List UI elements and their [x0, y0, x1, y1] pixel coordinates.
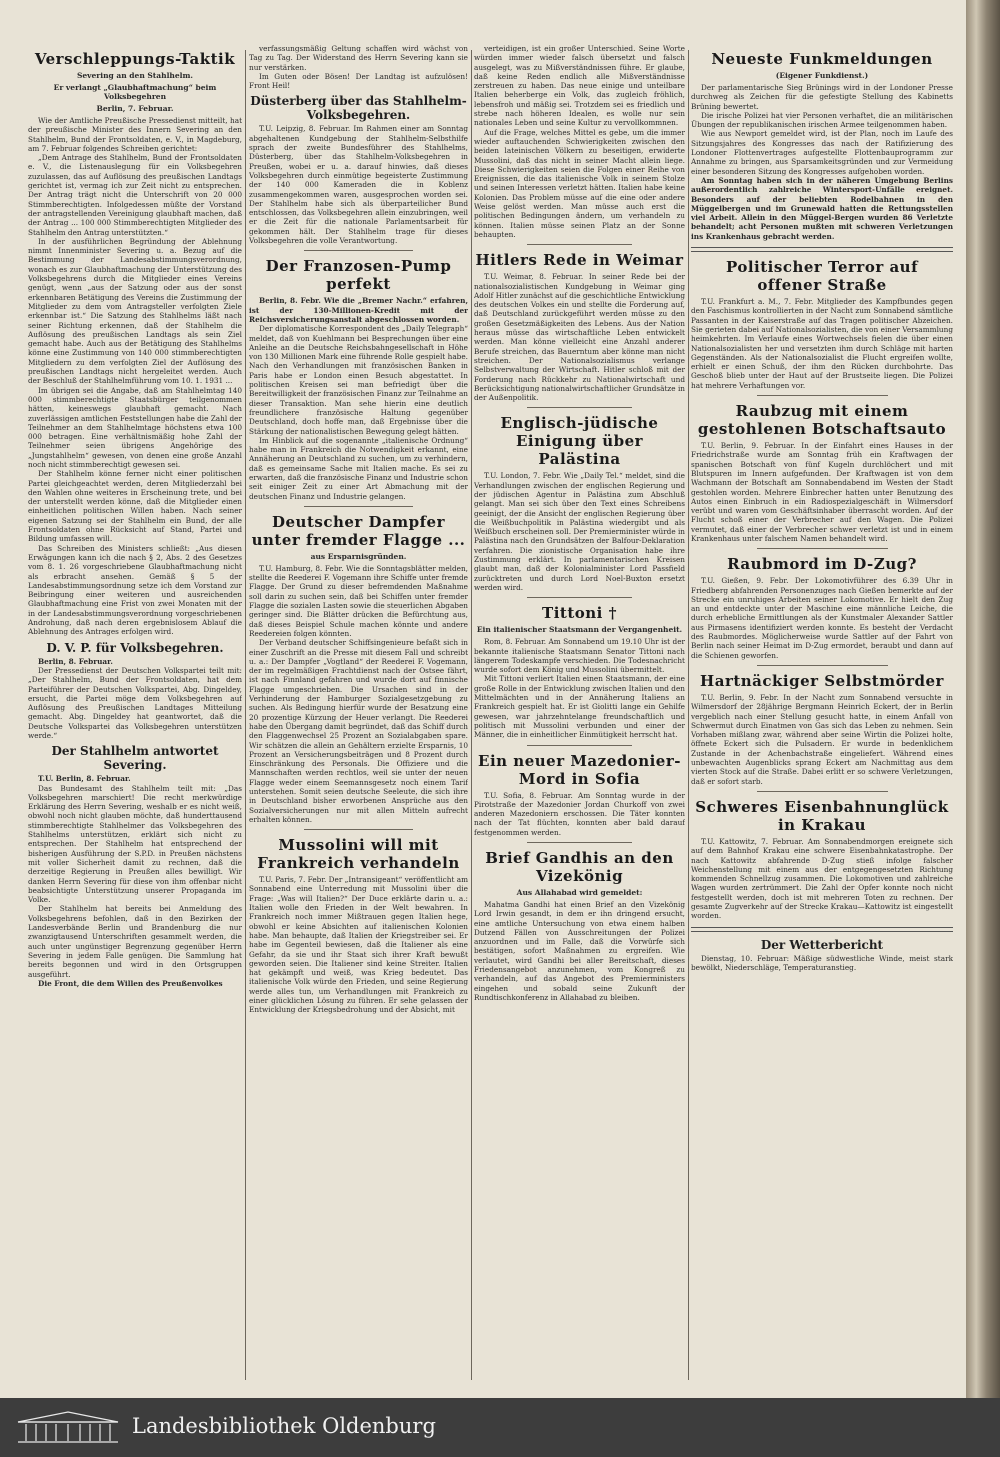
article-paragraph: Im Guten oder Bösen! Der Landtag ist aufzulösen! Front Heil!	[249, 71, 468, 91]
book-spine	[966, 0, 1000, 1398]
divider	[757, 548, 888, 549]
headline: Deutscher Dampfer unter fremder Flagge ...	[251, 512, 466, 549]
double-divider	[691, 247, 953, 252]
article-paragraph: Das Bundesamt des Stahlhelm teilt mit: „Das Volksbegehren marschiert! Die recht merkwürdige Erklärung des Herrn Severing, weshalb er es nicht weiß, obwohl noch nicht glauben möchte, daß hunderttausend stimmberechtigte Stahlhelmer das Volksbegehren des Stahlhelms unterstützen, erklärt sich nicht zu entsprechen. Der Stahlhelm hat entsprechend der bisherigen Ausführung der S.P.D. in Preußen nächstens mit voller Sicherheit damit zu rechnen, daß die derzeitige Regierung in Preußen alles bewilligt. Wir danken Herrn Severing für diese von ihm offenbar nicht beabsichtigte Unterstützung unserer Propaganda im Volke.	[28, 783, 242, 905]
section-heading: Düsterberg über das Stahlhelm-Volksbegehren.	[250, 94, 467, 123]
section-heading: D. V. P. für Volksbegehren.	[46, 640, 224, 655]
article-paragraph: Am Sonntag haben sich in der näheren Umgebung Berlins außerordentlich zahlreiche Wintersport-Unfälle ereignet. Besonders auf der beliebten Rodelbahnen in den Müggelbergen und im Grunewald hatten die Rettungsstellen viel Arbeit. Allein in den Müggel-Bergen wurden 86 Verletzte behandelt; acht Personen mußten mit schweren Verletzungen ins Krankenhaus gebracht werden.	[691, 175, 953, 241]
headline: Brief Gandhis an den Vizekönig	[485, 849, 674, 885]
headline: Tittoni †	[542, 604, 617, 623]
subheadline: Ein italienischer Staatsmann der Vergangenheit.	[476, 625, 683, 635]
headline: Schweres Eisenbahnunglück in Krakau	[695, 797, 949, 834]
article-paragraph: Die irische Polizei hat vier Personen verhaftet, die an militärischen Übungen der republikanischen irischen Armee teilgenommen haben.	[691, 110, 953, 130]
article-paragraph: In der ausführlichen Begründung der Ablehnung nimmt Innenminister Severing u. a. Bezug auf die Bestimmung der Landesabstimmungsverordnung, wonach es zur Glaubhaftmachung der Unterstützung des Volksbegehrens durch die Mitglieder eines Vereins genügt, wenn „aus der Satzung oder aus der sonst erkennbaren Betätigung des Vereins die Zustimmung der Mitglieder zu dem vom Antragsteller verfolgten Ziele erkennbar ist.“ Die Satzung des Stahlhelms läßt nach seiner Richtung erkennen, daß der Stahlhelm die Auflösung des preußischen Landtags als sein Ziel gemacht habe. Auch aus der Betätigung des Stahlhelms könne eine Zustimmung von 140 000 stimmberechtigten Mitgliedern zu dem verfolgten Ziel der Auflösung des preußischen Landtags nicht hergeleitet werden. Auch der Beschluß der Stahlhelmführung vom 10. 1. 1931 ...	[28, 236, 242, 386]
headline: Ein neuer Mazedonier-Mord in Sofia	[478, 751, 681, 788]
subheadline: Severing an den Stahlhelm.	[76, 71, 194, 80]
weather-report: Dienstag, 10. Februar: Mäßige südwestliche Winde, meist stark bewölkt, Niederschläge, Temperaturanstieg.	[691, 953, 953, 972]
article-paragraph: Der Stahlhelm hat bereits bei Anmeldung des Volksbegehrens befohlen, daß in den Bezirken der Landesverbände Berlin und Brandenburg die nur zwanzigtausend Unterschriften gesammelt werden, die auch unter ungünstiger Begrenzung gegenüber Herrn Severing in jedem Falle genügen. Die Sammlung hat bereits begonnen und wird in den Ortsgruppen ausgeführt.	[28, 904, 242, 979]
headline: Raubmord im D-Zug?	[727, 555, 917, 574]
divider	[527, 745, 633, 746]
article-paragraph: Der parlamentarische Sieg Brünings wird in der Londoner Presse durchweg als Zeichen für die gefestigte Stellung des Kabinetts Brüning bewertet.	[691, 83, 953, 111]
divider	[304, 829, 414, 830]
section-heading: Der Stahlhelm antwortet Severing.	[51, 744, 219, 773]
article-paragraph: T.U. Berlin, 9. Febr. In der Nacht zum Sonnabend versuchte in Wilmersdorf der 28jährige Bergmann Heinrich Eckert, der in Berlin vergeblich nach einer Stellung gesucht hatte, in einem Anfall von Schwermut durch Einatmen von Gas sich das Leben zu nehmen. Sein Vorhaben mißlang zwar, während aber seine Wirtin die Polizei holte, öffnete Eckert sich die Pulsadern. Er wurde in bedenklichem Zustande in der Achenbachstraße eingeliefert. Während eines unbewachten Augenblicks sprang Eckert am Nachmittag aus dem vierten Stock auf die Straße. Dabei erlitt er so schwere Verletzungen, daß er sofort starb.	[691, 692, 953, 786]
divider	[527, 597, 633, 598]
article-paragraph: Der Verband deutscher Schiffsingenieure befaßt sich in einer Zuschrift an die Presse mit diesem Fall und schreibt u. a.: Der Dampfer „Vogtland“ der Reederei F. Vogemann, der im regelmäßigen Frachtdienst nach der Ostsee fährt, ist nach Finnland gefahren und wurde dort auf finnische Flagge umgeschrieben. Die Ursachen sind in der Verhinderung der Hamburger Sozialgesetzgebung zu suchen. Als Bedingung hierfür wurde der Besatzung eine 20 prozentige Kürzung der Heuer verlangt. Die Reederei habe den Übergang damit begründet, daß das Schiff durch den Flaggenwechsel 25 Prozent an Sozialabgaben spare. Wir schätzen die allein an Gehältern erzielte Ersparnis, 10 Prozent an Versicherungsbeiträgen und 8 Prozent durch Einschränkung des Personals. Die Offiziere und die Mannschaften werden rechtlos, weil sie unter der neuen Flagge weder einem Seemannsgesetz noch einem Tarif unterstehen. Somit seien deutsche Seeleute, die sich ihre in Deutschland bisher erworbenen Ansprüche aus den Sozialversicherungen nur mit allen Mitteln aufrecht erhalten können.	[249, 638, 468, 824]
divider	[304, 250, 414, 251]
headline: Verschleppungs-Taktik	[34, 50, 236, 68]
article-paragraph: Wie der Amtliche Preußische Pressedienst mitteilt, hat der preußische Minister des Innern Severing an den Stahlhelm, Bund der Frontsoldaten, e. V., in Magdeburg, am 7. Februar folgendes Schreiben gerichtet:	[28, 116, 242, 153]
article-paragraph: Rom, 8. Februar. Am Sonnabend um 19.10 Uhr ist der bekannte italienische Staatsmann Senator Tittoni nach längerem Todeskampfe verschieden. Die Todesnachricht wurde sofort dem König und Mussolini übermittelt.	[474, 637, 685, 675]
subheadline: Aus Allahabad wird gemeldet:	[516, 888, 643, 897]
article-paragraph: Der diplomatische Korrespondent des „Daily Telegraph“ meldet, daß von Kuehlmann bei Besprechungen über eine Anleihe an die Deutsche Reichsbahngesellschaft in Höhe von 130 Millionen Mark eine führende Rolle gespielt habe. Nach den Verhandlungen mit französischen Banken in Paris habe er London einen Besuch abgestattet. In politischen Kreisen sei man befriedigt über die Bereitwilligkeit der französischen Finanz zur Teilnahme an dieser Transaktion. Man sehe hierin eine deutlich freundlichere französische Haltung gegenüber Deutschland, doch hoffe man, daß Ergebnisse über die Stärkung der nationalistischen Bewegung gelegt hätten.	[249, 324, 468, 436]
article-paragraph: T.U. Leipzig, 8. Februar. Im Rahmen einer am Sonntag abgehaltenen Kundgebung der Stahlhelm-Selbsthilfe sprach der zweite Bundesführer des Stahlhelms, Düsterberg, über das Stahlhelm-Volksbegehren in Preußen, wobei er u. a. darauf hinwies, daß dieses Volksbegehren durch einmütige begeisterte Zustimmung der 140 000 Kameraden die in Koblenz zusammengekommen waren, ausgesprochen worden sei. Der Stahlhelm habe sich als überparteilicher Bund entschlossen, das Volksbegehren allein einzubringen, weil er die Zeit für die nationale Parlamentsarbeit für gekommen hält. Der Stahlhelm trage für dieses Volksbegehren die volle Verantwortung.	[249, 124, 468, 246]
column-rule	[245, 50, 246, 1380]
article-paragraph: T.U. Gießen, 9. Febr. Der Lokomotivführer des 6.39 Uhr in Friedberg abfahrenden Personenzuges nach Gießen bemerkte auf der Strecke ein unruhiges Arbeiten seiner Lokomotive. Er hielt den Zug an und entdeckte unter der Maschine eine männliche Leiche, die durch erhebliche Ermittlungen als der Kunstmaler Alexander Sattler aus Pirmasens identifiziert werden konnte. Es besteht der Verdacht des Raubmordes. Möglicherweise wurde Sattler auf der Fahrt von Berlin nach seiner Heimat im D-Zug ermordet, beraubt und dann auf die Schienen geworfen.	[691, 576, 953, 660]
article-paragraph: T.U. Hamburg, 8. Febr. Wie die Sonntagsblätter melden, stellte die Reederei F. Vogemann ihre Schiffe unter fremde Flagge. Der Grund zu dieser befremdenden Maßnahme soll darin zu suchen sein, daß bei Schiffen unter fremder Flagge die sozialen Lasten sowie die steuerlichen Abgaben geringer sind. Die Blätter drücken die Befürchtung aus, daß dieses Beispiel Schule machen könnte und andere Reedereien folgen könnten.	[249, 563, 468, 638]
article-lead: Berlin, 8. Febr. Wie die „Bremer Nachr.“ erfahren, ist der 130-Millionen-Kredit mit der Reichsversicherungsanstalt abgeschlossen worden.	[249, 296, 468, 324]
article-paragraph: Der Pressedienst der Deutschen Volkspartei teilt mit: „Der Stahlhelm, Bund der Frontsoldaten, hat dem Parteiführer der Deutschen Volkspartei, Abg. Dingeldey, ersucht, die Partei möge dem Volksbegehren auf Auflösung des Preußischen Landtages Mitteilung gemacht. Abg. Dingeldey hat geantwortet, daß die Deutsche Volkspartei das Volksbegehren unterstützen werde.“	[28, 665, 242, 740]
article-paragraph: verteidigen, ist ein großer Unterschied. Seine Worte würden immer wieder falsch übersetzt und falsch ausgelegt, was zu Mißverständnissen führe. Er glaube, daß keine Reden endlich alle Mißverständnisse zerstreuen zu haben. Das neue einige und unteilbare Italien beherberge ein Volk, das zugleich fröhlich, lebensfroh und mäßig sei. Trotzdem sei es friedlich und strebe nach höheren Idealen, es wolle nur sein nationales Leben und seine Kultur zu vervollkommnen.	[474, 44, 685, 128]
double-divider	[691, 927, 953, 932]
headline: Raubzug mit einem gestohlenen Botschaftsauto	[697, 402, 947, 439]
divider	[527, 842, 633, 843]
article-paragraph: „Dem Antrage des Stahlhelm, Bund der Frontsoldaten e. V., die Listenauslegung für ein Volksbegehren zuzulassen, das auf Auflösung des preußischen Landtags gerichtet ist, vermag ich zur Zeit nicht zu entsprechen. Der Antrag trägt nicht die Unterschrift von 20 000 Stimmberechtigten. Infolgedessen müßte der Vorstand der antragstellenden Vereinigung glaubhaft machen, daß der Antrag ... 100 000 Stimmberechtigten Mitglieder des Stahlhelm den Antrag unterstützten.“	[28, 153, 242, 237]
article-paragraph: T.U. Kattowitz, 7. Februar. Am Sonnabendmorgen ereignete sich auf dem Bahnhof Krakau eine schwere Eisenbahnkatastrophe. Der nach Kattowitz abfahrende D-Zug stieß infolge falscher Weichenstellung mit einem aus der entgegengesetzten Richtung kommenden Schnellzug zusammen. Die Lokomotiven und zahlreiche Wagen wurden zertrümmert. Die Zahl der Opfer konnte noch nicht festgestellt werden, doch ist mit mehreren Toten zu rechnen. Der gesamte Zugverkehr auf der Strecke Krakau—Kattowitz ist eingestellt worden.	[691, 836, 953, 921]
divider	[304, 506, 414, 507]
dateline: T.U. Berlin, 8. Februar.	[38, 774, 131, 784]
headline: Der Franzosen-Pump perfekt	[265, 257, 452, 294]
article-paragraph: Im Hinblick auf die sogenannte „italienische Ordnung“ habe man in Frankreich die Notwendigkeit erkannt, eine Annäherung an Deutschland zu suchen, um zu verhindern, daß es gemeinsame Sache mit Italien mache. Es sei zu erwarten, daß die französische Finanz und Industrie schon seit einiger Zeit zu einer Art Abmachung mit der deutschen Finanz und Industrie gelangen.	[249, 435, 468, 501]
divider	[757, 395, 888, 396]
article-paragraph: T.U. London, 7. Febr. Wie „Daily Tel.“ meldet, sind die Verhandlungen zwischen der englischen Regierung und der jüdischen Agentur in Palästina zum Abschluß gelangt. Man sei sich über den Text eines Schreibens geeinigt, der die Ansicht der englischen Regierung über die Weißbuchpolitik in Palästina wiedergibt und als Weißbuch erscheinen soll. Der Premierminister würde in Palästina nach den Grundsätzen der Balfour-Deklaration verfahren. Die zionistische Organisation habe ihre Zustimmung erklärt. In parlamentarischen Kreisen glaubt man, daß der Kolonialminister Lord Passfield zurücktreten und durch Lord Noel-Buxton ersetzt werden wird.	[474, 471, 685, 592]
divider	[757, 665, 888, 666]
article-paragraph: T.U. Weimar, 8. Februar. In seiner Rede bei der nationalsozialistischen Kundgebung in Weimar ging Adolf Hitler zunächst auf die geschichtliche Entwicklung des deutschen Volkes ein und stellte die Forderung auf, daß Deutschland zurückgeführt werden müsse zu den großen Gesetzmäßigkeiten des Lebens. Aus der Nation heraus müsse das wirtschaftliche Leben entwickelt werden. Man könne vielleicht eine Anzahl anderer Berufe streichen, das Bauerntum aber könne man nicht streichen. Der Nationalsozialismus verlange Selbstverwaltung der Wirtschaft. Hitler schloß mit der Forderung nach Rückkehr zu Nationalwirtschaft und Berücksichtigung nationalwirtschaftlicher Grundsätze in der Außenpolitik.	[474, 272, 685, 403]
article-paragraph: Auf die Frage, welches Mittel es gebe, um die immer wieder auftauchenden Schwierigkeiten zwischen den beiden lateinischen Völkern zu beseitigen, erwiderte Mussolini, daß das nicht in seiner Macht allein liege. Diese Schwierigkeiten seien die Folgen einer Reihe von Ereignissen, die das italienische Volk in seinem Stolze und seinen Interessen verletzt hätten. Italien habe keine Kolonien. Das Problem müsse auf die eine oder andere Weise gelöst werden. Man müsse auch erst die politischen Bedingungen ändern, um verhandeln zu können. Italien müsse seinen Platz an der Sonne behaupten.	[474, 127, 685, 239]
library-name: Landesbibliothek Oldenburg	[132, 1414, 436, 1438]
article-paragraph: Wie aus Newport gemeldet wird, ist der Plan, noch im Laufe des Sitzungsjahres des Kongresses das nach der Ratifizierung des Londoner Flottenvertrages aufgestellte Flottenbauprogramm zur Annahme zu bringen, aus Sparsamkeitsgründen und zur Vermeidung einer besonderen Sitzung des Kongresses aufgehoben worden.	[691, 129, 953, 176]
article-paragraph: verfassungsmäßig Geltung schaffen wird wächst von Tag zu Tag. Der Widerstand des Herrn Severing kann sie nur verstärken.	[249, 44, 468, 72]
divider	[527, 407, 633, 408]
subheadline: (Eigener Funkdienst.)	[775, 71, 869, 80]
headline: Politischer Terror auf offener Straße	[725, 258, 919, 295]
article-paragraph: T.U. Frankfurt a. M., 7. Febr. Mitglieder des Kampfbundes gegen den Faschismus kontrollierten in der Nacht zum Sonnabend sämtliche Passanten in der Kaiserstraße auf das Tragen politischer Abzeichen. Sie gerieten dabei auf Nationalsozialisten, die von einer Versammlung heimkehrten. Im Verlaufe eines Wortwechsels fielen die über einen Nationalsozialisten her und versetzten ihm durch Schläge mit harten Gegenständen. Als der Nationalsozialist die Flucht ergreifen wollte, erhielt er einen Schuß, der ihm den Rücken durchbohrte. Das Geschoß blieb unter der Haut auf der Brustseite liegen. Die Polizei hat mehrere Verhaftungen vor.	[691, 297, 953, 390]
column-1	[28, 44, 242, 1384]
article-paragraph: Das Schreiben des Ministers schließt: „Aus diesen Erwägungen kann ich die nach § 2, Abs. 2 des Gesetzes vom 8. 1. 26 vorgeschriebene Glaubhaftmachung nicht als erbracht ansehen. Gemäß § 5 der Landesabstimmungsordnung setze ich dem Vorstand zur Beibringung einer weiteren und ausreichenden Glaubhaftmachung eine Frist von zwei Monaten mit der in der Landesabstimmungsverordnung vorgeschriebenen Androhung, daß nach deren ergebnislosem Ablauf die Ablehnung des Antrages erfolgen wird.	[28, 543, 242, 637]
article-paragraph: T.U. Berlin, 9. Februar. In der Einfahrt eines Hauses in der Friedrichstraße wurde am Sonntag früh ein Kraftwagen der spanischen Botschaft von fünf Kugeln durchlöchert und mit Blutspuren im Innern aufgefunden. Der Kraftwagen ist von dem Wachmann der Botschaft am Sonnabendabend im Westen der Stadt gestohlen worden. Mehrere Einbrecher hatten unter Benutzung des Autos einen Einbruch in ein Radiospezialgeschäft in Wilmersdorf verübt und waren vom Geschäftsinhaber überrascht worden. Auf der Flucht schoß einer der Verbrecher auf den Wagen. Die Polizei vermutet, daß einer der Verbrecher schwer verletzt ist und in einem Krankenhaus unter falschem Namen behandelt wird.	[691, 441, 953, 543]
article-paragraph: T.U. Paris, 7. Febr. Der „Intransigeant“ veröffentlicht am Sonnabend eine Unterredung mit Mussolini über die Frage: „Was will Italien?“ Der Duce erklärte darin u. a.: Italien wolle den Frieden in der Welt bewahren. In Frankreich noch immer Mißtrauen gegen Italien hege, obwohl er keine Absichten auf italienischen Kolonien habe. Man behaupte, daß Italien der Kriegstreiber sei. Er habe im Gegenteil bewiesen, daß die Italiener als eine Gefahr, da sie und ihr Staat sich ihrer Kraft bewußt geworden seien. Die Italiener sind keine Streiter. Italien hat gekämpft und weiß, was Krieg bedeutet. Das italienische Volk würde den Frieden, und seine Regierung werde alles tun, um Verhandlungen mit Frankreich zu einer glücklichen Lösung zu führen. Er sehe gelassen der Entwicklung der Kriegsbedrohung und der Absicht, mit	[249, 875, 468, 1015]
article-paragraph: Mahatma Gandhi hat einen Brief an den Vizekönig Lord Irwin gesandt, in dem er ihn dringend ersucht, eine amtliche Untersuchung von etwa einem halben Dutzend Fällen von Ausschreitungen der Polizei anzuordnen und im Falle, daß die Vorwürfe sich bestätigen, sofort Maßnahmen zu ergreifen. Wie verlautet, wird Gandhi bei aller Bereitschaft, dieses Friedensangebot anzunehmen, vom Kongreß zu verhandeln, auf das Angebot des Premierministers eingehen und sobald seine Zukunft der Rundtischkonferenz in Allahabad zu bleiben.	[474, 900, 685, 1002]
footer-bar	[0, 1398, 1000, 1457]
column-rule	[688, 50, 689, 1380]
subheadline: Er verlangt „Glaubhaftmachung“ beim Volksbegehren	[53, 83, 217, 101]
headline: Hitlers Rede in Weimar	[475, 251, 684, 270]
headline: Neueste Funkmeldungen	[711, 50, 933, 68]
section-heading: Der Wetterbericht	[760, 937, 884, 952]
article-paragraph: T.U. Sofia, 8. Februar. Am Sonntag wurde in der Pirotstraße der Mazedonier Jordan Churkoff von zwei anderen Mazedoniern erschossen. Die Täter konnten nach der Tat flüchten, konnten aber bald darauf festgenommen werden.	[474, 790, 685, 837]
divider	[527, 244, 633, 245]
library-building-icon	[14, 1410, 122, 1444]
dateline: Berlin, 8. Februar.	[38, 656, 113, 666]
column-3	[474, 44, 685, 1384]
article-paragraph: Mit Tittoni verliert Italien einen Staatsmann, der eine große Rolle in der Entwicklung zwischen Italien und den Mittelmächten und in der Annäherung Italiens an Frankreich gespielt hat. Er ist Giolitti lange ein Gehilfe gewesen, war jahrzehntelange freundschaftlich und politisch mit Mussolini verbunden und einer der Männer, die in einheitlicher Einmütigkeit herrscht hat.	[474, 674, 685, 740]
column-4	[691, 44, 953, 1384]
subheadline: aus Ersparnisgründen.	[310, 551, 407, 561]
column-rule	[471, 50, 472, 1380]
article-paragraph: Der Stahlhelm könne ferner nicht einer politischen Partei gleichgeachtet werden, deren Mitgliederzahl bei den Wahlen ohne weiteres in Erscheinung trete, und bei der unterstellt werden könne, daß die Mitglieder einen einheitlichen politischen Willen haben. Nach seiner eigenen Satzung sei der Stahlhelm ein Bund, der alle Frontsoldaten ohne Rücksicht auf Stand, Partei und Bildung umfassen will.	[28, 469, 242, 544]
divider	[757, 791, 888, 792]
headline: Englisch-jüdische Einigung über Palästina	[500, 414, 659, 469]
dateline: Berlin, 7. Februar.	[96, 104, 174, 113]
headline: Hartnäckiger Selbstmörder	[700, 671, 944, 690]
column-2	[249, 44, 468, 1384]
headline: Mussolini will mit Frankreich verhandeln	[257, 836, 460, 873]
article-paragraph: Die Front, die dem Willen des Preußenvolkes	[38, 978, 223, 988]
article-paragraph: Im übrigen sei die Angabe, daß am Stahlhelmtag 140 000 stimmberechtigte Staatsbürger teilgenommen hätten, keineswegs glaubhaft gemacht. Nach zuverlässigen amtlichen Feststellungen habe die Zahl der Teilnehmer an dem Stahlhelmtage höchstens etwa 100 000 betragen. Eine verhältnismäßig hohe Zahl der Teilnehmer seien übrigens Angehörige des „Jungstahlhelm“ gewesen, von denen eine große Anzahl noch nicht stimmberechtigt gewesen sei.	[28, 385, 242, 469]
